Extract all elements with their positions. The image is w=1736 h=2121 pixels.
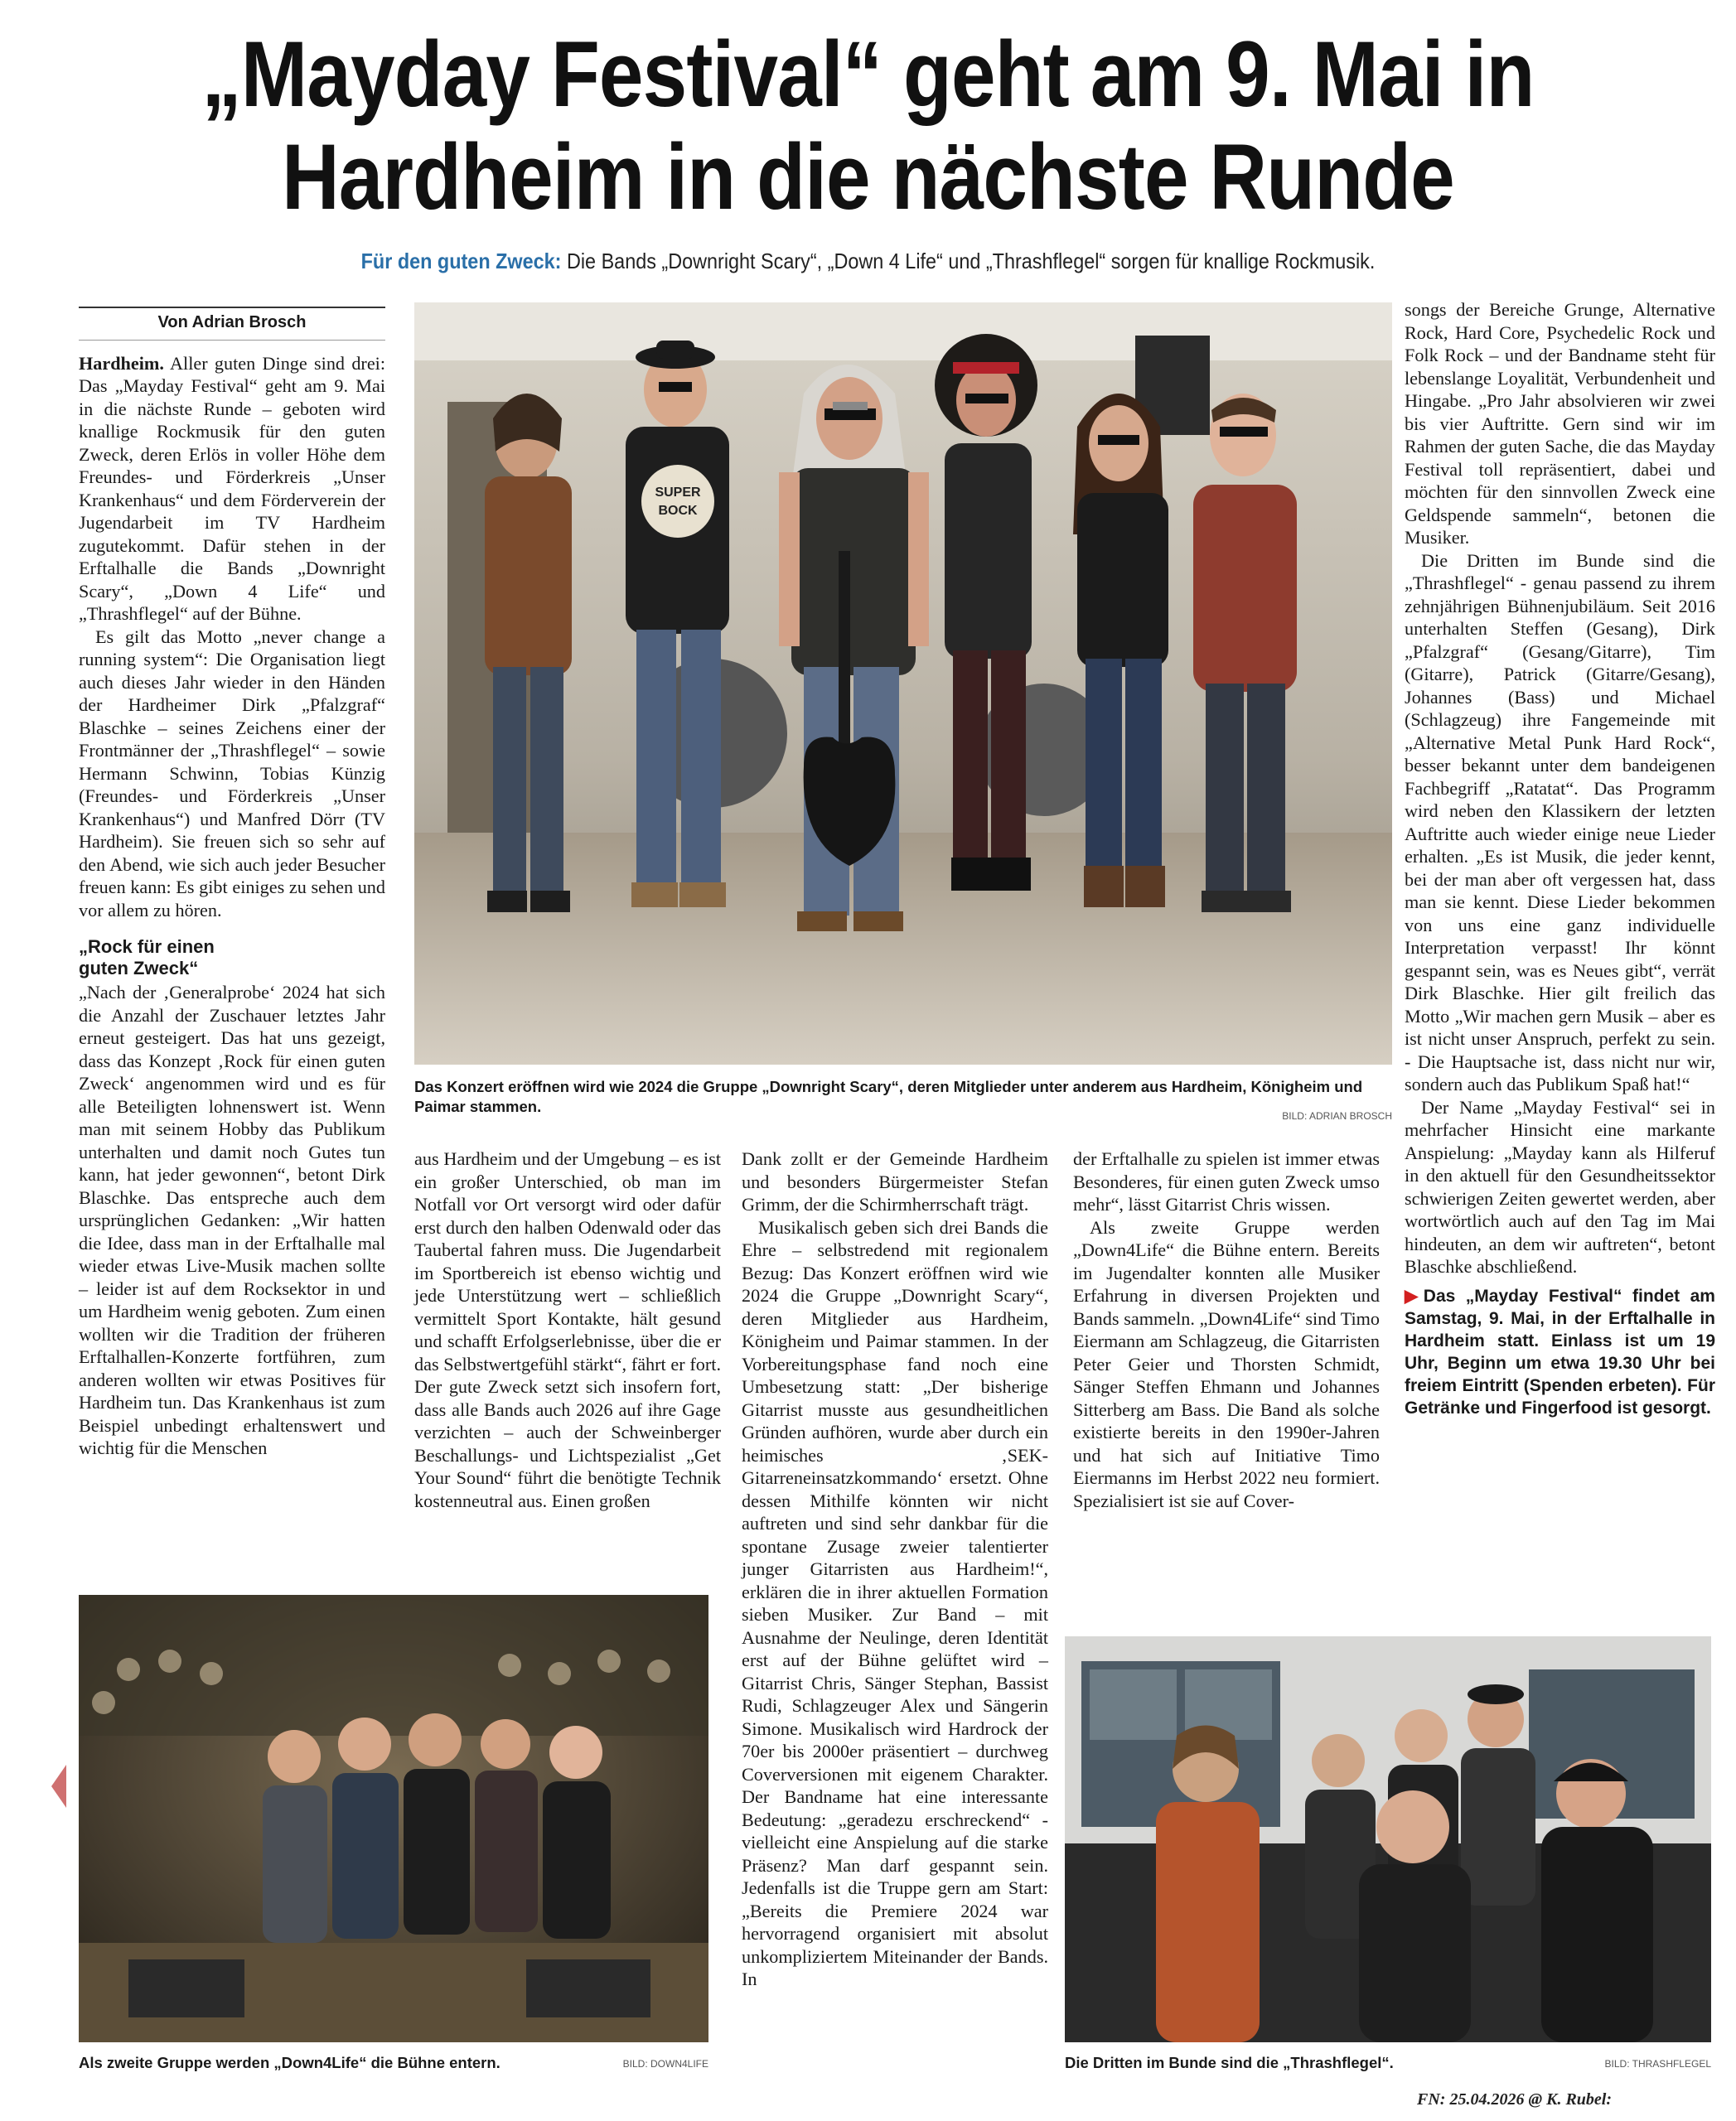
article-paragraph: Die Dritten im Bunde sind die „Thrashflegel“ - genau passend zu ihrem zehnjährigen Bühnenjubiläum. Seit 2016 unterhalten Steffen (Gesang), Dirk „Pfalzgraf“ (Gesang/Gitarre), Tim (Gitarre), Patrick (Gitarre/Gesang), Johannes (Bass) und Michael (Schlagzeug) ihre Fangemeinde mit „Alternative Metal Punk Hard Rock“, besser bekannt unter dem bandeigenen Fachbegriff „Ratatat“. Das Programm wird neben den Klassikern der letzten Auftritte auch wieder einige neue Lieder erhalten. „Es ist Musik, die jeder kennt, bei der man aber oft vergessen hat, dass man sie kennt. Diese Lieder bekommen von uns eine ganz individuelle Interpretation verpasst! Ihr könnt gespannt sein, was es Neues gibt“, verrät Dirk Blaschke. Hier gilt freilich das Motto „Wir machen gern Musik – aber es ist nicht unser Anspruch, perfekt zu sein. - Die Hauptsache ist, dass nicht nur wir, sondern auch das Publikum Spaß hat!“	[1405, 549, 1715, 1094]
dateline: Hardheim.	[79, 352, 164, 374]
band-photo-thrashflegel	[1065, 1636, 1711, 2042]
article-column-5	[1405, 298, 1715, 1419]
byline: Von Adrian Brosch	[79, 307, 385, 341]
chevron-left-icon[interactable]	[51, 1765, 66, 1808]
photo-left-credit: BILD: DOWN4LIFE	[622, 2058, 708, 2070]
article-column-4	[1073, 1147, 1380, 1512]
shirt-logo-text-2: BOCK	[658, 504, 698, 518]
headline-line-1: „Mayday Festival“ geht am 9. Mai in	[201, 22, 1535, 126]
band-photo-down4life	[79, 1595, 708, 2042]
event-info-box	[1405, 1285, 1715, 1419]
event-info-text: Das „Mayday Festival“ findet am Samstag, 9. Mai, in der Erftalhalle in Hardheim statt. Einlass ist um 19 Uhr, Beginn um etwa 19.30 Uhr bei freiem Eintritt (Spenden erbeten). Für Getränke und Fingerfood ist gesorgt.	[1405, 1286, 1715, 1418]
photo-left-caption: Als zweite Gruppe werden „Down4Life“ die Bühne entern.	[79, 2054, 500, 2071]
triangle-right-icon: ▶	[1405, 1286, 1424, 1306]
band-photo-downright-scary	[414, 302, 1392, 1065]
shirt-logo-text-1: SUPER	[655, 486, 701, 500]
article-paragraph: Der Name „Mayday Festival“ sei in mehrfacher Hinsicht eine markante Anspielung: „Mayday kann als Hilferuf in den aktuell für den Gesundheitssektor schwierigen Zeiten gewertet werden, aber wortwörtlich auch auf den Tag im Mai hindeuten, an dem wir auftreten“, betont Blaschke abschließend.	[1405, 1096, 1715, 1277]
article-paragraph: aus Hardheim und der Umgebung – es ist ein großer Unterschied, ob man im Notfall vor Ort versorgt wird oder dafür erst durch den halben Odenwald oder das Taubertal fahren muss. Die Jugendarbeit im Sportbereich ist ebenso wichtig und jede Unterstützung wert – schließlich vermittelt Sport Kontakte, hält gesund und schafft Erfolgserlebnisse, über die er das Selbstwertgefühl stärkt“, fährt er fort. Der gute Zweck setzt sich insofern fort, dass alle Bands auch 2026 auf ihre Gage verzichten – auch der Schweinberger Beschallungs- und Lichtspezialist „Get Your Sound“ führt die benötigte Technik kostenneutral aus. Einen großen	[414, 1148, 721, 1511]
photo-main-credit: BILD: ADRIAN BROSCH	[1282, 1110, 1392, 1122]
photo-right-credit: BILD: THRASHFLEGEL	[1604, 2058, 1711, 2070]
article-paragraph: Als zweite Gruppe werden „Down4Life“ die Bühne entern. Bereits im Jugendalter konnten alle Musiker Erfahrung in diversen Projekten und Bands sammeln. „Down4Life“ sind Timo Eiermann am Schlagzeug, die Gitarristen Peter Geier und Thorsten Schmidt, Sänger Steffen Ehmann und Johannes Sitterberg am Bass. Die Band als solche existierte bereits in den 1990er-Jahren und hat sich auf Initiative Timo Eiermanns im Herbst 2022 neu formiert. Spezialisiert ist sie auf Cover-	[1073, 1216, 1380, 1511]
article-paragraph: Es gilt das Motto „never change a running system“: Die Organisation liegt auch dieses Jahr wieder in den Händen der Hardheimer Dirk „Pfalzgraf“ Blaschke – seines Zeichens einer der Frontmänner der „Thrashflegel“ – sowie Hermann Schwinn, Tobias Künzig (Freundes- und Förderkreis „Unser Krankenhaus“) und Manfred Dörr (TV Hardheim). Sie freuen sich so sehr auf den Abend, wie sich auch jeder Besucher freuen kann: Es gibt einiges zu sehen und vor allem zu hören.	[79, 626, 385, 920]
photo-main-caption: Das Konzert eröffnen wird wie 2024 die Gruppe „Downright Scary“, deren Mitglieder unter anderem aus Hardheim, Königheim und Paimar stammen.	[414, 1078, 1363, 1115]
article-paragraph: songs der Bereiche Grunge, Alternative Rock, Hard Core, Psychedelic Rock und Folk Rock – und der Bandname steht für lebenslange Loyalität, Verbundenheit und Hingabe. „Pro Jahr absolvieren wir zwei bis vier Auftritte. Gern sind wir im Rahmen der guten Sache, die das Mayday Festival toll repräsentiert, dabei und möchten für den sinnvollen Zweck eine Geldspende sammeln“, betonen die Musiker.	[1405, 299, 1715, 548]
article-paragraph: der Erftalhalle zu spielen ist immer etwas Besonderes, für einen guten Zweck umso mehr“, lässt Gitarrist Chris wissen.	[1073, 1148, 1380, 1215]
article-column-1	[79, 307, 385, 1460]
page-title	[122, 23, 1615, 229]
subheadline	[87, 249, 1650, 274]
subhead-text: Die Bands „Downright Scary“, „Down 4 Life“ und „Thrashflegel“ sorgen für knallige Rockmusik.	[566, 249, 1376, 273]
article-paragraph: Dank zollt er der Gemeinde Hardheim und besonders Bürgermeister Stefan Grimm, der die Schirmherrschaft trägt.	[742, 1148, 1048, 1215]
article-column-2	[414, 1147, 721, 1512]
photo-right-caption: Die Dritten im Bunde sind die „Thrashflegel“.	[1065, 2054, 1394, 2071]
article-paragraph: „Nach der ‚Generalprobe‘ 2024 hat sich die Anzahl der Zuschauer letztes Jahr erneut gesteigert. Das hat uns gezeigt, dass das Konzept ‚Rock für einen guten Zweck‘ angenommen wird und es für alle Beteiligten lohnenswert ist. Wenn man mit seinem Hobby das Publikum unterhalten und damit noch Gutes tun kann, hat jeder gewonnen“, betont Dirk Blaschke. Das entspreche auch dem ursprünglichen Gedanken: „Wir hatten die Idee, dass man in der Erftalhalle mal wieder etwas Live-Musik machen sollte – leider ist auf dem Rocksektor in und um Hardheim wenig geboten. Zum einen wollten wir die Tradition der früheren Erftalhallen-Konzerte fortführen, zum anderen wollten wir etwas Positives für Hardheim tun. Das Krankenhaus ist zum Beispiel unbedingt erhaltenswert und wichtig für die Menschen	[79, 982, 385, 1458]
footer-source-note: FN: 25.04.2026 @ K. Rubel:	[1417, 2090, 1612, 2109]
headline-line-2: Hardheim in die nächste Runde	[282, 125, 1454, 229]
article-column-3	[742, 1147, 1048, 1991]
section-subheading: „Rock für einen guten Zweck“	[79, 936, 215, 978]
article-paragraph: Musikalisch geben sich drei Bands die Ehre – selbstredend mit regionalem Bezug: Das Konzert eröffnen wird wie 2024 die Gruppe „Downright Scary“, deren Mitglieder aus Hardheim, Königheim und Paimar stammen. In der Vorbereitungsphase fand noch eine Umbesetzung statt: „Der bisherige Gitarrist musste aus gesundheitlichen Gründen aufhören, wurde aber durch ein heimisches ‚SEK-Gitarreneinsatzkommando‘ ersetzt. Ohne dessen Mithilfe könnten wir nicht auftreten und sind sehr dankbar für die spontane Zusage zweier talentierter junger Gitarristen aus Hardheim!“, erklären die in ihrer aktuellen Formation sieben Musiker. Zur Band – mit Ausnahme der Neulinge, deren Identität erst auf der Bühne gelüftet wird – Gitarrist Chris, Sänger Stephan, Bassist Rudi, Schlagzeuger Alex und Sängerin Simone. Musikalisch wird Hardrock der 70er bis 2000er präsentiert – durchweg Coverversionen mit eigenem Charakter. Der Bandname hat eine interessante Bedeutung: „geradezu erschreckend“ - vielleicht eine Anspielung auf die starke Präsenz? Man darf gespannt sein. Jedenfalls ist die Truppe gern am Start: „Bereits die Premiere 2024 war hervorragend organisiert mit absolut unkompliziertem Miteinander der Bands. In	[742, 1216, 1048, 1989]
subhead-kicker: Für den guten Zweck:	[360, 249, 562, 273]
article-paragraph: Hardheim. Aller guten Dinge sind drei: Das „Mayday Festival“ geht am 9. Mai in die nächste Runde – geboten wird knallige Rockmusik für den guten Zweck, deren Erlös in voller Höhe dem Freundes- und Förderkreis „Unser Krankenhaus“ und dem Förderverein der Jugendarbeit im TV Hardheim zugutekommt. Dafür stehen in der Erftalhalle die Bands „Downright Scary“, „Down 4 Life“ und „Thrashflegel“ auf der Bühne.	[79, 352, 385, 624]
